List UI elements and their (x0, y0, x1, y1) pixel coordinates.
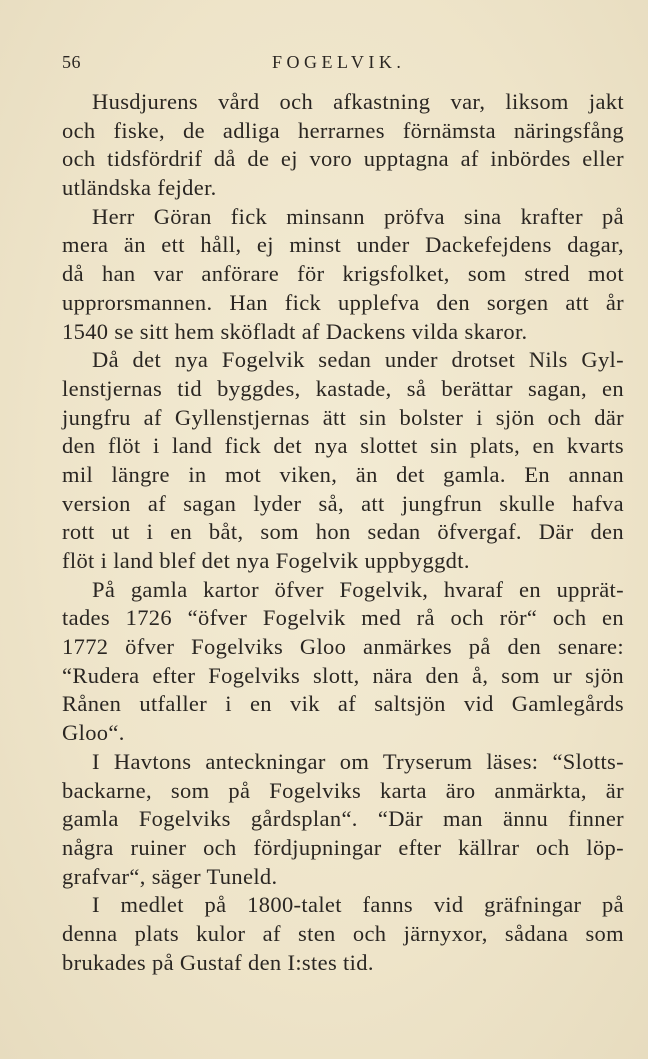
text-line: mil längre in mot viken, än det gamla. En annan (62, 461, 624, 487)
text-line: då han var anförare för krigsfolket, som stred mot (62, 261, 624, 287)
page-number: 56 (62, 52, 81, 72)
text-line: denna plats kulor af sten och järnyxor, sådana som (62, 920, 624, 946)
text-line: upprorsmannen. Han fick upplefva den sorgen att år (62, 289, 624, 315)
text-line: I Havtons anteckningar om Tryserum läses: “Slotts- (92, 748, 624, 774)
text-line: och tidsfördrif då de ej voro upptagna af inbördes eller (62, 146, 624, 172)
text-line: och fiske, de adliga herrarnes förnämsta näringsfång (62, 117, 624, 143)
text-line: 1772 öfver Fogelviks Gloo anmärkes på den senare: (62, 634, 624, 660)
paragraph (62, 748, 624, 891)
text-line: tades 1726 “öfver Fogelvik med rå och rör“ och en (62, 605, 624, 631)
text-line: Herr Göran fick minsann pröfva sina krafter på (92, 203, 624, 229)
text-line: På gamla kartor öfver Fogelvik, hvaraf en upprät- (92, 576, 624, 602)
text-line: några ruiner och fördjupningar efter källrar och löp- (62, 834, 624, 860)
text-line: brukades på Gustaf den I:stes tid. (62, 949, 374, 975)
text-line: Rånen utfaller i en vik af saltsjön vid Gamlegårds (62, 691, 624, 717)
text-line: gamla Fogelviks gårdsplan“. “Där man ännu finner (62, 806, 624, 832)
text-line: flöt i land blef det nya Fogelvik uppbyggdt. (62, 548, 470, 573)
text-line: Gloo“. (62, 720, 125, 746)
text-line: den flöt i land fick det nya slottet sin plats, en kvarts (62, 433, 624, 459)
text-line: utländska fejder. (62, 175, 217, 201)
text-line: jungfru af Gyllenstjernas ätt sin bolster i sjön och där (62, 404, 624, 430)
running-title: FOGELVIK. (272, 52, 406, 72)
text-line: Husdjurens vård och afkastning var, liksom jakt (92, 89, 624, 114)
paragraph (62, 891, 624, 977)
text-line: grafvar“, säger Tuneld. (62, 863, 278, 889)
text-line: 1540 se sitt hem sköfladt af Dackens vilda skaror. (62, 318, 528, 344)
paragraph (62, 88, 624, 203)
text-line: “Rudera efter Fogelviks slott, nära den å, som ur sjön (62, 662, 624, 688)
paragraph (62, 203, 624, 346)
text-line: version af sagan lyder så, att jungfrun skulle hafva (62, 490, 624, 516)
text-line: mera än ett håll, ej minst under Dackefejdens dagar, (62, 232, 624, 258)
text-line: I medlet på 1800-talet fanns vid gräfningar på (92, 892, 624, 918)
running-head (62, 52, 624, 82)
text-line: lenstjernas tid byggdes, kastade, så berättar sagan, en (62, 375, 624, 401)
body-text (62, 88, 624, 977)
paragraph (62, 346, 624, 576)
text-line: backarne, som på Fogelviks karta äro anmärkta, är (62, 777, 624, 803)
paragraph (62, 576, 624, 748)
text-line: Då det nya Fogelvik sedan under drotset Nils Gyl- (92, 347, 624, 373)
text-line: rott ut i en båt, som hon sedan öfvergaf. Där den (62, 519, 624, 545)
